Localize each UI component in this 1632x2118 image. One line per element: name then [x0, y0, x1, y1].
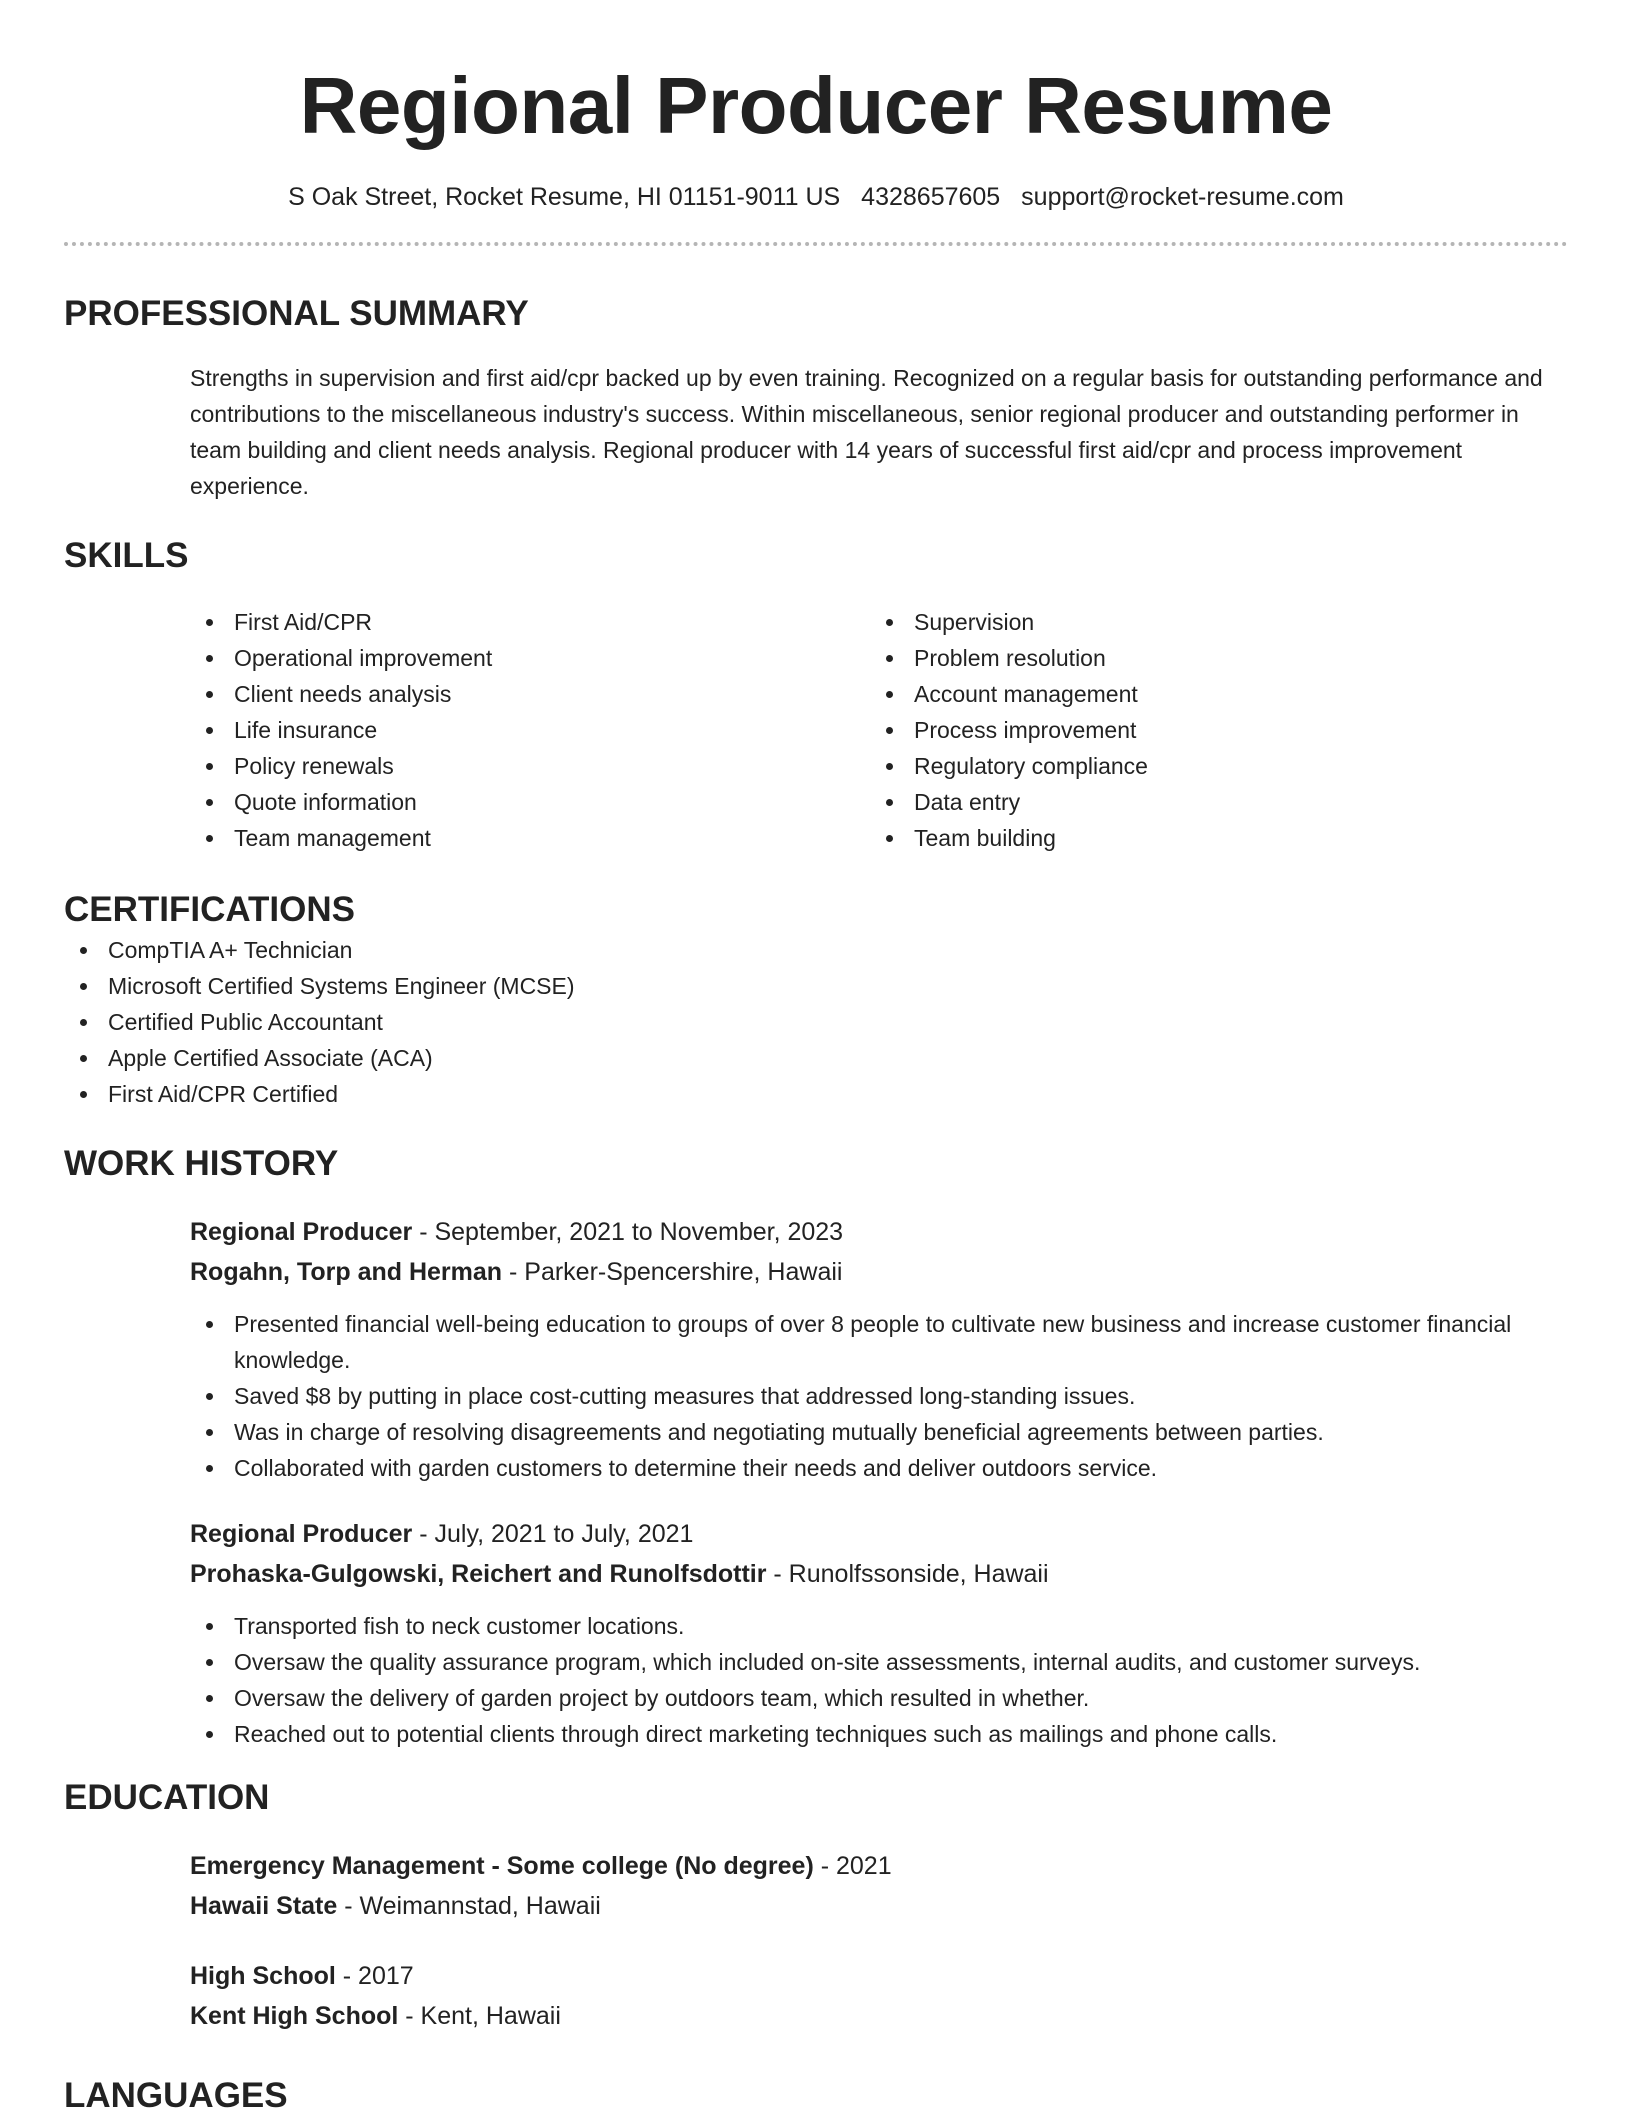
skills-columns	[190, 604, 1568, 856]
languages-heading: LANGUAGES	[64, 2076, 288, 2115]
job-duty-item: Transported fish to neck customer locations.	[190, 1608, 1568, 1644]
education-degree-line	[190, 1956, 1568, 1996]
job-dates: - July, 2021 to July, 2021	[412, 1520, 694, 1548]
summary-heading: PROFESSIONAL SUMMARY	[64, 294, 529, 333]
skill-item: Data entry	[870, 784, 1550, 820]
skill-item: First Aid/CPR	[190, 604, 870, 640]
skills-section	[64, 534, 1568, 856]
certifications-list	[64, 932, 1568, 1112]
skill-item: Regulatory compliance	[870, 748, 1550, 784]
job-duty-item: Reached out to potential clients through direct marketing techniques such as mailings and phone calls.	[190, 1716, 1568, 1752]
work-history-section	[64, 1142, 1568, 1752]
languages-section	[64, 2074, 1568, 2118]
education-degree-line	[190, 1846, 1568, 1886]
job-company-line	[190, 1554, 1568, 1594]
job-duties-list	[190, 1306, 1568, 1486]
certification-item: Apple Certified Associate (ACA)	[64, 1040, 1568, 1076]
job-dates: - September, 2021 to November, 2023	[412, 1218, 844, 1246]
skill-item: Client needs analysis	[190, 676, 870, 712]
header-divider	[64, 242, 1568, 246]
education-degree: Emergency Management - Some college (No degree)	[190, 1852, 814, 1880]
work-history-heading: WORK HISTORY	[64, 1144, 339, 1183]
certification-item: CompTIA A+ Technician	[64, 932, 1568, 968]
education-heading: EDUCATION	[64, 1778, 270, 1817]
certifications-section	[64, 888, 1568, 1112]
education-school-line	[190, 1886, 1568, 1926]
job-location: - Parker-Spencershire, Hawaii	[502, 1258, 843, 1286]
skill-item: Process improvement	[870, 712, 1550, 748]
education-degree: High School	[190, 1962, 336, 1990]
skill-item: Policy renewals	[190, 748, 870, 784]
education-entry	[190, 1956, 1568, 2036]
skill-item: Team building	[870, 820, 1550, 856]
contact-phone: 4328657605	[861, 183, 1001, 211]
job-duties-list	[190, 1608, 1568, 1752]
skills-heading: SKILLS	[64, 536, 189, 575]
summary-text: Strengths in supervision and first aid/cpr backed up by even training. Recognized on a regular basis for outstanding performance and contributions to the miscellaneous industry's success. Within miscellaneous, senior regional producer and outstanding performer in team building and client needs analysis. Regional producer with 14 years of successful first aid/cpr and process improvement experience.	[190, 365, 1543, 499]
education-section	[64, 1776, 1568, 2036]
skill-item: Supervision	[870, 604, 1550, 640]
contact-line	[64, 182, 1568, 212]
summary-section	[64, 292, 1568, 504]
job-title: Regional Producer	[190, 1218, 413, 1246]
contact-email: support@rocket-resume.com	[1021, 183, 1344, 211]
education-school: Hawaii State	[190, 1892, 338, 1920]
job-duty-item: Saved $8 by putting in place cost-cutting measures that addressed long-standing issues.	[190, 1378, 1568, 1414]
certification-item: First Aid/CPR Certified	[64, 1076, 1568, 1112]
contact-address: S Oak Street, Rocket Resume, HI 01151-9011 US	[288, 183, 841, 211]
certifications-heading: CERTIFICATIONS	[64, 890, 356, 929]
education-school-line	[190, 1996, 1568, 2036]
job-entry	[190, 1212, 1568, 1486]
education-year: - 2017	[335, 1962, 414, 1990]
certification-item: Certified Public Accountant	[64, 1004, 1568, 1040]
skill-item: Account management	[870, 676, 1550, 712]
skill-item: Problem resolution	[870, 640, 1550, 676]
education-location: - Weimannstad, Hawaii	[337, 1892, 601, 1920]
education-school: Kent High School	[190, 2002, 399, 2030]
education-entry	[190, 1846, 1568, 1926]
skills-left-list	[190, 604, 870, 856]
job-duty-item: Oversaw the quality assurance program, which included on-site assessments, internal audits, and customer surveys.	[190, 1644, 1568, 1680]
skill-item: Team management	[190, 820, 870, 856]
job-duty-item: Presented financial well-being education to groups of over 8 people to cultivate new business and increase customer financial knowledge.	[190, 1306, 1568, 1378]
skills-right-list	[870, 604, 1550, 856]
job-duty-item: Was in charge of resolving disagreements and negotiating mutually beneficial agreements between parties.	[190, 1414, 1568, 1450]
resume-title: Regional Producer Resume	[299, 61, 1333, 150]
job-entry	[190, 1514, 1568, 1752]
job-company-line	[190, 1252, 1568, 1292]
job-title-line	[190, 1514, 1568, 1554]
skill-item: Quote information	[190, 784, 870, 820]
job-title-line	[190, 1212, 1568, 1252]
skill-item: Life insurance	[190, 712, 870, 748]
job-location: - Runolfssonside, Hawaii	[766, 1560, 1049, 1588]
job-company: Rogahn, Torp and Herman	[190, 1258, 503, 1286]
job-duty-item: Collaborated with garden customers to determine their needs and deliver outdoors service.	[190, 1450, 1568, 1486]
job-company: Prohaska-Gulgowski, Reichert and Runolfsdottir	[190, 1560, 767, 1588]
job-duty-item: Oversaw the delivery of garden project by outdoors team, which resulted in whether.	[190, 1680, 1568, 1716]
job-title: Regional Producer	[190, 1520, 413, 1548]
education-year: - 2021	[813, 1852, 892, 1880]
education-location: - Kent, Hawaii	[398, 2002, 561, 2030]
certification-item: Microsoft Certified Systems Engineer (MCSE)	[64, 968, 1568, 1004]
skill-item: Operational improvement	[190, 640, 870, 676]
